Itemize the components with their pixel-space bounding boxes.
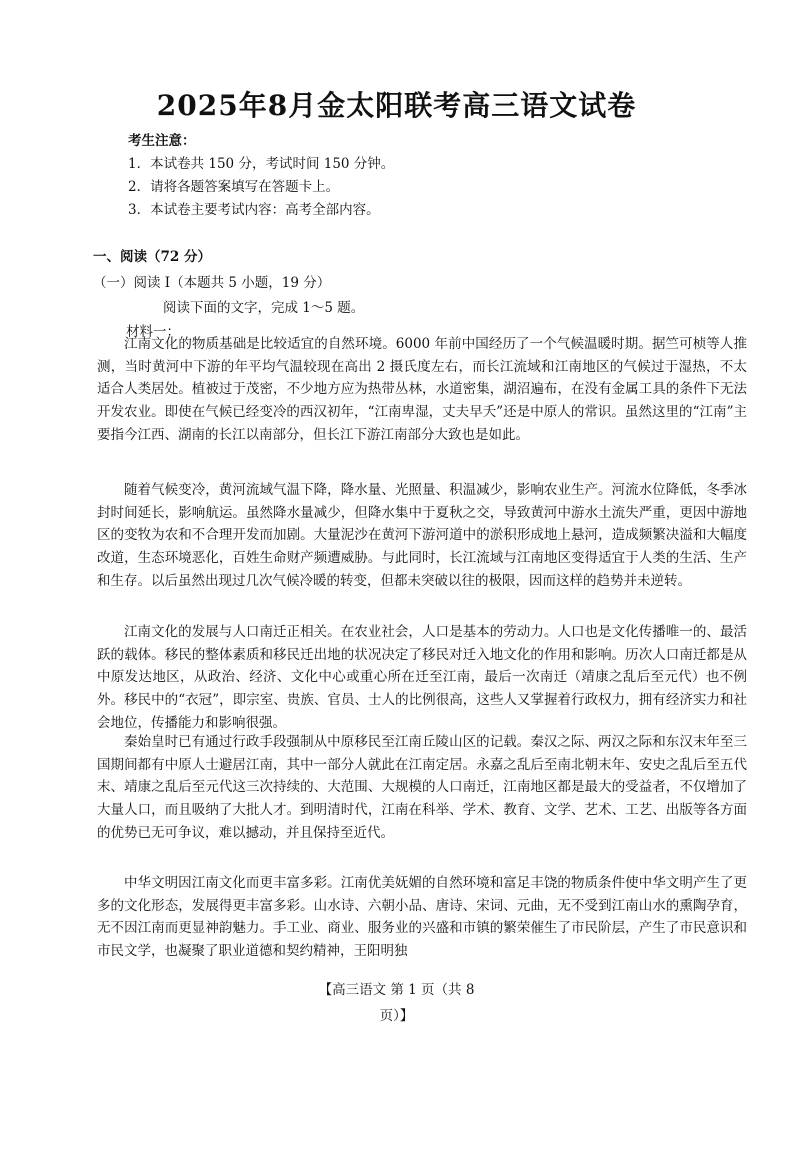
notice-heading: 考生注意： [128, 133, 196, 149]
paragraph: 随着气候变冷，黄河流域气温下降，降水量、光照量、积温减少，影响农业生产。河流水位降低，冬季冰封时间延长，影响航运。虽然降水量减少，但降水集中于夏秋之交，导致黄河中游水土流失严重，更因中游地区的变牧为农和不合理开发而加剧。大量泥沙在黄河下游河道中的淤积形成地上悬河，造成频繁决溢和大幅度改道，生态环境恶化，百姓生命财产频遭威胁。与此同时，长江流域与江南地区变得适宜于人类的生活、生产和生存。以后虽然出现过几次气候冷暖的转变，但都未突破以往的极限，因而这样的趋势并未逆转。 [97, 482, 747, 589]
candidate-notice [128, 130, 394, 222]
reading-instruction: 阅读下面的文字，完成 1～5 题。 [163, 300, 365, 316]
page-footer-continued: 页）】 [379, 1008, 414, 1024]
paragraph: 江南文化的发展与人口南迁正相关。在农业社会，人口是基本的劳动力。人口也是文化传播唯一的、最活跃的载体。移民的整体素质和移民迁出地的状况决定了移民对迁入地文化的作用和影响。历次人口南迁都是从中原发达地区，从政治、经济、文化中心或重心所在迁至江南，最后一次南迁（靖康之乱后至元代）也不例外。移民中的“衣冠”，即宗室、贵族、官员、士人的比例很高，这些人又掌握着行政权力，拥有经济实力和社会地位，传播能力和影响很强。 [97, 624, 747, 731]
material-label: 材料一： [126, 324, 180, 340]
paragraph: 秦始皇时已有通过行政手段强制从中原移民至江南丘陵山区的记载。秦汉之际、两汉之际和东汉末年至三国期间都有中原人士避居江南，其中一部分人就此在江南定居。永嘉之乱后至南北朝末年、安史之乱后至五代末、靖康之乱后至元代这三次持续的、大范围、大规模的人口南迁，江南地区都是最大的受益者，不仅增加了大量人口，而且吸纳了大批人才。到明清时代，江南在科举、学术、教育、文学、艺术、工艺、出版等各方面的优势已无可争议，难以撼动，并且保持至近代。 [97, 734, 747, 841]
subsection-heading: （一）阅读 Ⅰ（本题共 5 小题，19 分） [93, 275, 331, 291]
notice-item: 2．请将各题答案填写在答题卡上。 [128, 179, 340, 195]
paragraph: 中华文明因江南文化而更丰富多彩。江南优美妩媚的自然环境和富足丰饶的物质条件使中华文明产生了更多的文化形态，发展得更丰富多彩。山水诗、六朝小品、唐诗、宋词、元曲，无不受到江南山水的熏陶孕育，无不因江南而更显神韵魅力。手工业、商业、服务业的兴盛和市镇的繁荣催生了市民阶层，产生了市民意识和市民文学，也凝聚了职业道德和契约精神，王阳明独 [97, 875, 747, 960]
section-heading: 一、阅读（72 分） [93, 249, 211, 265]
notice-item: 1．本试卷共 150 分，考试时间 150 分钟。 [128, 156, 395, 172]
page-title: 2025年8月金太阳联考高三语文试卷 [156, 89, 637, 122]
page-footer: 【高三语文 第 1 页（共 8 [318, 982, 475, 998]
paragraph: 江南文化的物质基础是比较适宜的自然环境。6000 年前中国经历了一个气候温暖时期。据竺可桢等人推测，当时黄河中下游的年平均气温较现在高出 2 摄氏度左右，而长江流域和江南地区的气候过于湿热，不太适合人类居处。植被过于茂密，不少地方应为热带丛林，水道密集，湖沼遍布，在没有金属工具的条件下无法开发农业。即使在气候已经变冷的西汉初年，“江南卑湿，丈夫早夭”还是中原人的常识。虽然这里的“江南”主要指今江西、湖南的长江以南部分，但长江下游江南部分大致也是如此。 [97, 336, 747, 443]
notice-item: 3．本试卷主要考试内容：高考全部内容。 [128, 202, 380, 218]
